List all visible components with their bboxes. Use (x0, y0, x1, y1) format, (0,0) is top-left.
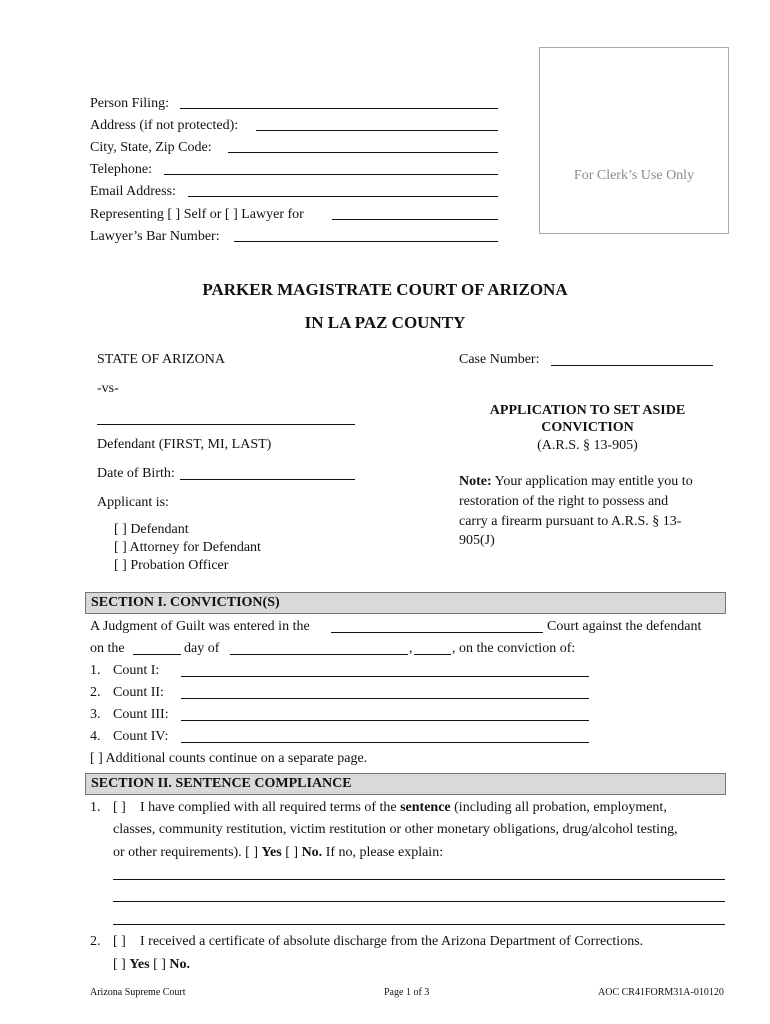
item-1-no-box[interactable]: [ ] (281, 845, 302, 860)
section-2-header (85, 773, 726, 795)
section-1-header (85, 592, 726, 614)
dob-label: Date of Birth: (97, 466, 175, 481)
item-2-number: 2. (90, 934, 101, 949)
explain-line-2[interactable] (113, 901, 725, 902)
section-2-heading: SECTION II. SENTENCE COMPLIANCE (91, 776, 352, 791)
explain-line-3[interactable] (113, 924, 725, 925)
comma: , (409, 641, 413, 656)
item-1-checkbox[interactable]: [ ] (113, 800, 126, 815)
count-4-label: Count IV: (113, 729, 169, 744)
telephone-label: Telephone: (90, 162, 152, 177)
address-label: Address (if not protected): (90, 118, 239, 133)
email-label: Email Address: (90, 184, 176, 199)
defendant-name-field[interactable] (97, 424, 355, 425)
address-field[interactable] (256, 130, 498, 131)
item-2-checkbox[interactable]: [ ] (113, 934, 126, 949)
applicant-option-probation[interactable]: [ ] Probation Officer (114, 558, 229, 573)
count-2-field[interactable] (181, 698, 589, 699)
item-2-no-box[interactable]: [ ] (149, 957, 170, 972)
item-1-line-3 (113, 845, 443, 861)
day-field[interactable] (133, 654, 181, 655)
state-label: STATE OF ARIZONA (97, 352, 225, 367)
count-3-number: 3. (90, 707, 101, 722)
bar-number-field[interactable] (234, 241, 498, 242)
count-2-number: 2. (90, 685, 101, 700)
on-conviction-label: , on the conviction of: (452, 641, 576, 656)
item-1-line-2: classes, community restitution, victim restitution or other monetary obligations, drug/alcohol testing, (113, 822, 678, 837)
defendant-label: Defendant (FIRST, MI, LAST) (97, 437, 272, 452)
section-1-heading: SECTION I. CONVICTION(S) (91, 595, 280, 610)
on-the-label: on the (90, 641, 125, 656)
sentence-word: sentence (400, 800, 451, 815)
item-1-explain-label: If no, please explain: (322, 845, 444, 860)
email-field[interactable] (188, 196, 498, 197)
note-line-4: 905(J) (459, 533, 495, 548)
count-3-label: Count III: (113, 707, 169, 722)
telephone-field[interactable] (164, 174, 498, 175)
count-3-field[interactable] (181, 720, 589, 721)
bar-number-label: Lawyer’s Bar Number: (90, 229, 220, 244)
item-1-no: No. (301, 845, 323, 860)
item-1-text (140, 800, 667, 816)
note-label: Note: (459, 474, 492, 489)
application-title-2: CONVICTION (541, 420, 634, 435)
judgment-prefix: A Judgment of Guilt was entered in the (90, 619, 310, 634)
item-1-number: 1. (90, 800, 101, 815)
vs-label: -vs- (97, 381, 119, 396)
note-text-1: Your application may entitle you to (491, 474, 693, 489)
court-name: PARKER MAGISTRATE COURT OF ARIZONA (202, 280, 568, 299)
additional-counts-checkbox[interactable]: [ ] Additional counts continue on a separate page. (90, 751, 368, 766)
day-of-label: day of (184, 641, 220, 656)
count-1-field[interactable] (181, 676, 589, 677)
footer-left: Arizona Supreme Court (90, 987, 186, 998)
item-1-yes: Yes (261, 845, 282, 860)
representing-field[interactable] (332, 219, 498, 220)
count-1-number: 1. (90, 663, 101, 678)
person-filing-label: Person Filing: (90, 96, 169, 111)
year-field[interactable] (414, 654, 451, 655)
item-1-text-b: (including all probation, employment, (450, 800, 667, 815)
item-1-text-a: I have complied with all required terms of the (140, 800, 401, 815)
clerk-use-box (539, 47, 729, 234)
application-statute: (A.R.S. § 13-905) (537, 438, 638, 453)
representing-label: Representing [ ] Self or [ ] Lawyer for (90, 207, 304, 222)
city-state-zip-label: City, State, Zip Code: (90, 140, 212, 155)
judgment-suffix: Court against the defendant (547, 619, 702, 634)
count-4-number: 4. (90, 729, 101, 744)
month-field[interactable] (230, 654, 408, 655)
court-name-field[interactable] (331, 632, 543, 633)
count-1-label: Count I: (113, 663, 160, 678)
item-2-text: I received a certificate of absolute discharge from the Arizona Department of Corrections. (140, 934, 644, 949)
applicant-label: Applicant is: (97, 495, 169, 510)
applicant-option-attorney[interactable]: [ ] Attorney for Defendant (114, 540, 261, 555)
applicant-option-defendant[interactable]: [ ] Defendant (114, 522, 189, 537)
dob-field[interactable] (180, 479, 355, 480)
city-state-zip-field[interactable] (228, 152, 498, 153)
note-line-2: restoration of the right to possess and (459, 494, 669, 509)
explain-line-1[interactable] (113, 879, 725, 880)
item-2-yes-box[interactable]: [ ] (113, 957, 130, 972)
item-2-no: No. (169, 957, 191, 972)
count-2-label: Count II: (113, 685, 164, 700)
item-1-yes-box[interactable]: or other requirements). [ ] (113, 845, 262, 860)
clerk-use-label: For Clerk’s Use Only (573, 168, 695, 183)
note-line-1 (459, 474, 693, 490)
item-2-line-2 (113, 957, 190, 973)
note-line-3: carry a firearm pursuant to A.R.S. § 13- (459, 514, 682, 529)
footer-form-id: AOC CR41FORM31A-010120 (598, 987, 724, 998)
footer-page-number: Page 1 of 3 (384, 987, 430, 998)
item-2-yes: Yes (129, 957, 150, 972)
count-4-field[interactable] (181, 742, 589, 743)
court-county: IN LA PAZ COUNTY (304, 313, 466, 332)
case-number-label: Case Number: (459, 352, 540, 367)
application-title-1: APPLICATION TO SET ASIDE (489, 403, 686, 418)
case-number-field[interactable] (551, 365, 713, 366)
person-filing-field[interactable] (180, 108, 498, 109)
